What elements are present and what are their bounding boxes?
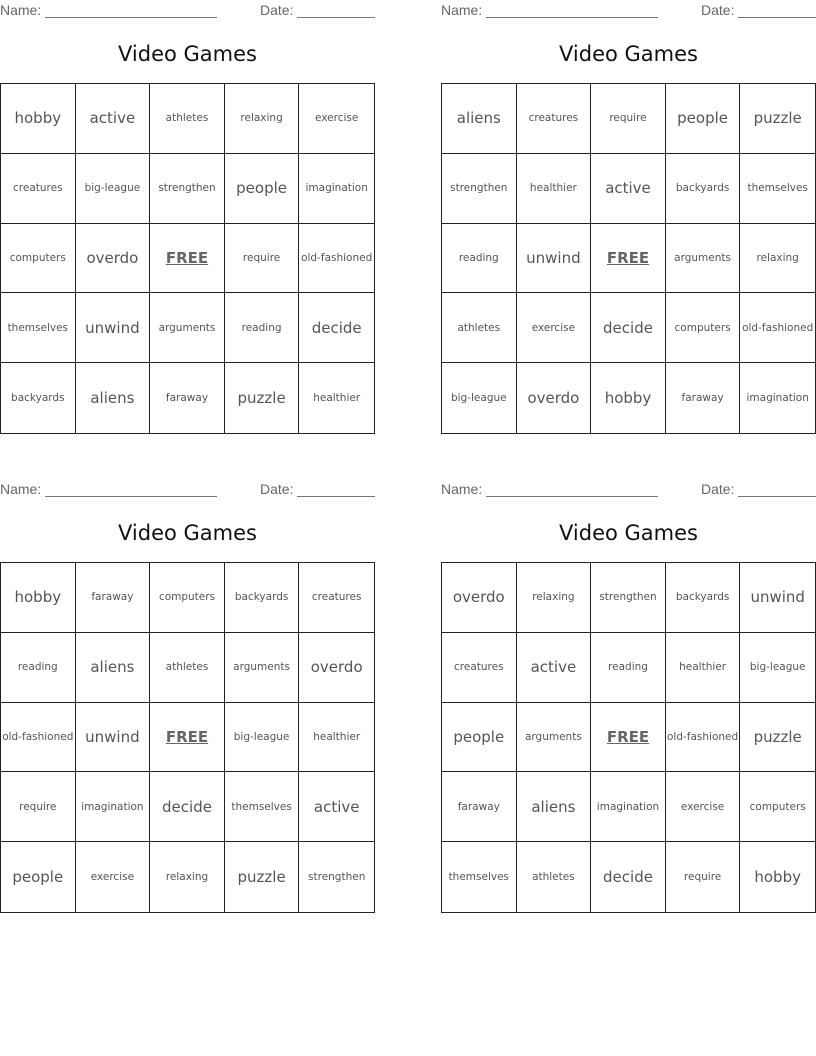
bingo-cell: athletes	[517, 842, 592, 912]
bingo-cell: overdo	[76, 224, 151, 294]
bingo-cell: hobby	[754, 868, 801, 887]
bingo-cell: decide	[591, 842, 666, 912]
bingo-cell: big-league	[740, 633, 815, 703]
bingo-cell: backyards	[666, 154, 741, 224]
bingo-cell: faraway	[76, 563, 151, 633]
bingo-cell: healthier	[666, 633, 741, 703]
date-line	[738, 17, 816, 18]
card-title: Video Games	[118, 42, 257, 66]
bingo-cell: puzzle	[225, 842, 300, 912]
bingo-cell: decide	[299, 293, 374, 363]
bingo-cell: exercise	[517, 293, 592, 363]
bingo-cell: unwind	[76, 293, 151, 363]
name-date-row	[441, 481, 816, 501]
bingo-cell: decide	[150, 772, 225, 842]
name-line	[486, 17, 658, 18]
name-date-row	[441, 2, 816, 22]
free-space-cell: FREE	[591, 703, 666, 773]
bingo-card	[0, 479, 375, 909]
bingo-cell: aliens	[517, 772, 592, 842]
bingo-cell: strengthen	[591, 563, 666, 633]
bingo-cell: aliens	[442, 84, 517, 154]
date-line	[297, 17, 375, 18]
date-label: Date:	[260, 481, 294, 497]
bingo-cell: old-fashioned	[1, 703, 76, 773]
bingo-cell: faraway	[150, 363, 225, 433]
bingo-cell: decide	[591, 293, 666, 363]
bingo-cell: require	[591, 84, 666, 154]
bingo-cell: exercise	[76, 842, 151, 912]
name-label: Name:	[441, 2, 483, 18]
bingo-cell: imagination	[746, 392, 809, 405]
bingo-cell: relaxing	[150, 842, 225, 912]
bingo-cell: hobby	[591, 363, 666, 433]
bingo-cell: overdo	[517, 363, 592, 433]
bingo-card	[441, 479, 816, 909]
date-line	[297, 496, 375, 497]
bingo-cell: themselves	[1, 293, 76, 363]
date-line	[738, 496, 816, 497]
bingo-cell: athletes	[150, 84, 225, 154]
bingo-cell: reading	[591, 633, 666, 703]
bingo-cell: people	[666, 84, 741, 154]
bingo-cell: computers	[150, 563, 225, 633]
date-label: Date:	[260, 2, 294, 18]
bingo-cell: reading	[442, 224, 517, 294]
bingo-cell: exercise	[299, 84, 374, 154]
bingo-cell: active	[591, 154, 666, 224]
bingo-cell: faraway	[666, 363, 741, 433]
bingo-card	[441, 0, 816, 430]
bingo-cell: computers	[740, 772, 815, 842]
name-line	[486, 496, 658, 497]
bingo-cell: overdo	[299, 633, 374, 703]
bingo-cell: imagination	[591, 772, 666, 842]
card-title: Video Games	[118, 521, 257, 545]
card-title: Video Games	[559, 42, 698, 66]
bingo-cell: relaxing	[517, 563, 592, 633]
bingo-cell: aliens	[76, 363, 151, 433]
bingo-cell: hobby	[1, 84, 76, 154]
bingo-cell: people	[442, 703, 517, 773]
bingo-cell: athletes	[150, 633, 225, 703]
bingo-grid	[0, 83, 375, 434]
bingo-cell: strengthen	[442, 154, 517, 224]
bingo-cell: unwind	[517, 224, 592, 294]
bingo-cell: big-league	[442, 363, 517, 433]
bingo-cell: overdo	[442, 563, 517, 633]
bingo-cell: healthier	[299, 703, 374, 773]
bingo-cell: themselves	[225, 772, 300, 842]
bingo-cell: unwind	[76, 703, 151, 773]
bingo-cell: computers	[666, 293, 741, 363]
card-title: Video Games	[559, 521, 698, 545]
bingo-cell: imagination	[299, 154, 374, 224]
bingo-cell: imagination	[76, 772, 151, 842]
bingo-cell: old-fashioned	[666, 703, 741, 773]
bingo-cell: creatures	[1, 154, 76, 224]
bingo-cell: arguments	[517, 703, 592, 773]
free-space-cell: FREE	[150, 703, 225, 773]
bingo-cell: active	[517, 633, 592, 703]
bingo-cell: strengthen	[150, 154, 225, 224]
bingo-cell: backyards	[666, 563, 741, 633]
bingo-cell: creatures	[442, 633, 517, 703]
bingo-cell: athletes	[442, 293, 517, 363]
bingo-cell: reading	[225, 293, 300, 363]
bingo-cell: active	[299, 772, 374, 842]
bingo-cell: hobby	[1, 563, 76, 633]
bingo-cell: themselves	[442, 842, 517, 912]
bingo-cell: people	[1, 842, 76, 912]
bingo-cell: backyards	[1, 363, 76, 433]
bingo-cell: old-fashioned	[740, 293, 815, 363]
bingo-cell: arguments	[150, 293, 225, 363]
bingo-cell: creatures	[517, 84, 592, 154]
bingo-cell: arguments	[666, 224, 741, 294]
bingo-grid	[441, 562, 816, 913]
bingo-grid	[0, 562, 375, 913]
bingo-cell: arguments	[225, 633, 300, 703]
bingo-cell: aliens	[76, 633, 151, 703]
bingo-grid	[441, 83, 816, 434]
bingo-cell: relaxing	[740, 224, 815, 294]
bingo-cell: big-league	[225, 703, 300, 773]
bingo-cell: healthier	[517, 154, 592, 224]
bingo-cell: strengthen	[308, 871, 366, 884]
name-label: Name:	[0, 2, 42, 18]
name-line	[45, 17, 217, 18]
bingo-card	[0, 0, 375, 430]
bingo-cell: computers	[1, 224, 76, 294]
bingo-cell: require	[666, 842, 741, 912]
name-label: Name:	[441, 481, 483, 497]
date-label: Date:	[701, 2, 735, 18]
free-space-cell: FREE	[591, 224, 666, 294]
bingo-cell: creatures	[299, 563, 374, 633]
bingo-cell: puzzle	[225, 363, 300, 433]
name-line	[45, 496, 217, 497]
bingo-cell: exercise	[666, 772, 741, 842]
bingo-cell: active	[76, 84, 151, 154]
bingo-cell: themselves	[740, 154, 815, 224]
bingo-cell: puzzle	[740, 84, 815, 154]
bingo-cell: old-fashioned	[299, 224, 374, 294]
bingo-cell: reading	[1, 633, 76, 703]
bingo-cell: require	[1, 772, 76, 842]
name-date-row	[0, 2, 375, 22]
name-date-row	[0, 481, 375, 501]
bingo-cell: faraway	[442, 772, 517, 842]
bingo-cell: require	[225, 224, 300, 294]
bingo-cell: unwind	[740, 563, 815, 633]
date-label: Date:	[701, 481, 735, 497]
bingo-cell: backyards	[225, 563, 300, 633]
bingo-cell: big-league	[76, 154, 151, 224]
bingo-cell: relaxing	[225, 84, 300, 154]
bingo-cell: healthier	[313, 392, 361, 405]
free-space-cell: FREE	[150, 224, 225, 294]
bingo-cell: people	[225, 154, 300, 224]
bingo-cell: puzzle	[740, 703, 815, 773]
name-label: Name:	[0, 481, 42, 497]
